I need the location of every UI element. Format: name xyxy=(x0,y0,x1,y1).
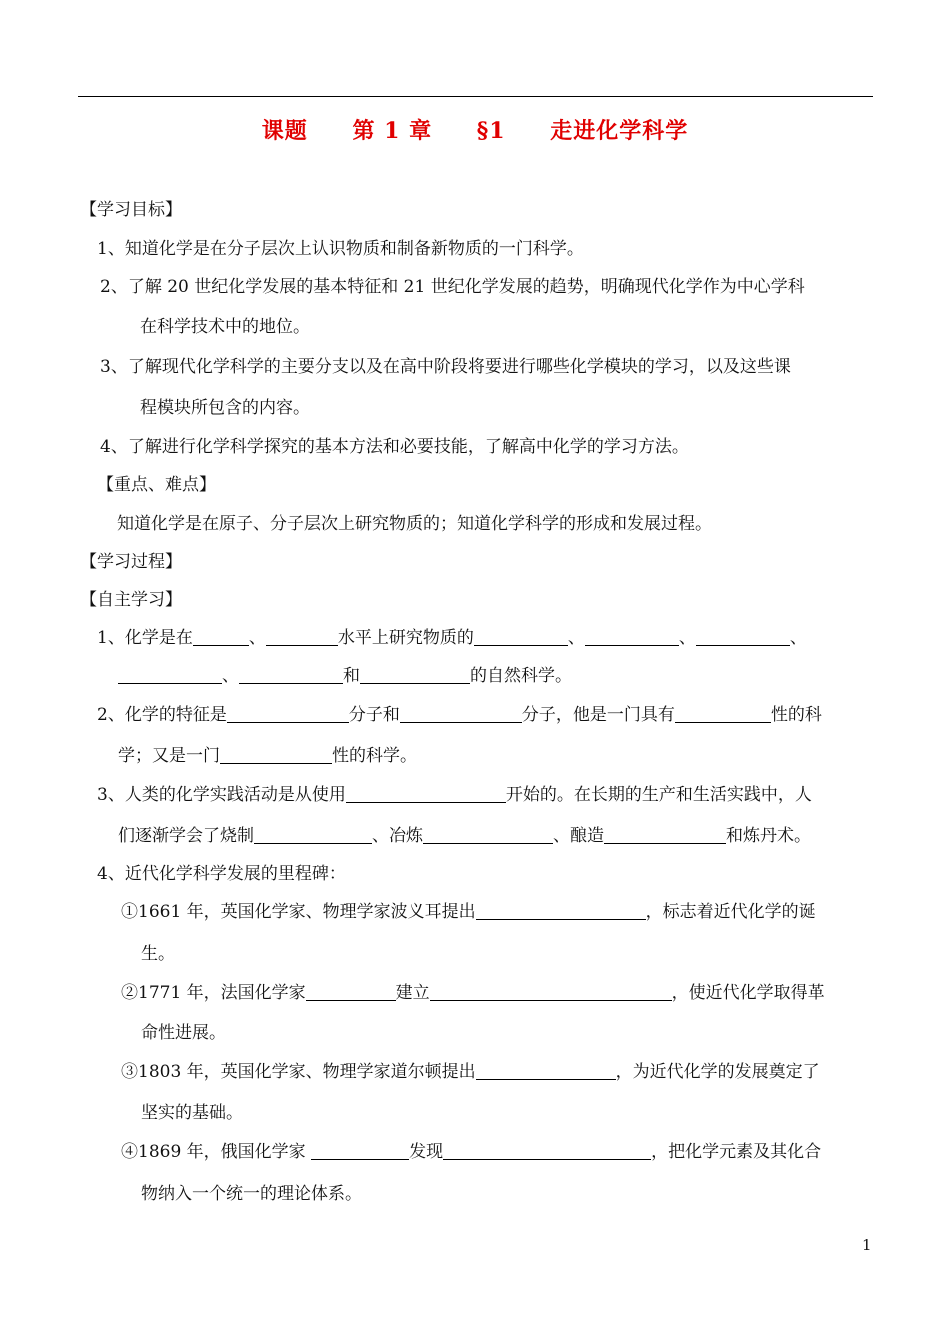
objective-item-cont: 程模块所包含的内容。 xyxy=(140,398,310,418)
answer-blank[interactable] xyxy=(585,627,679,646)
answer-blank[interactable] xyxy=(476,1061,616,1080)
question-2-line-2: 学；又是一门 性的科学。 xyxy=(118,746,417,766)
header-rule xyxy=(78,96,873,97)
answer-blank[interactable] xyxy=(227,704,349,723)
milestone-1-line-2: 生。 xyxy=(141,944,175,964)
milestone-4-line-2: 物纳入一个统一的理论体系。 xyxy=(141,1184,362,1204)
milestone-2-line-1: ②1771 年，法国化学家 建立 ，使近代化学取得革 xyxy=(121,983,825,1003)
answer-blank[interactable] xyxy=(696,627,790,646)
answer-blank[interactable] xyxy=(675,704,771,723)
milestone-3-line-1: ③1803 年，英国化学家、物理学家道尔顿提出 ，为近代化学的发展奠定了 xyxy=(121,1062,820,1082)
keypoints-heading: 【重点、难点】 xyxy=(97,475,216,495)
answer-blank[interactable] xyxy=(423,825,553,844)
answer-blank[interactable] xyxy=(474,627,568,646)
objective-item: 4、了解进行化学科学探究的基本方法和必要技能，了解高中化学的学习方法。 xyxy=(100,437,689,457)
question-3-line-2: 们逐渐学会了烧制 、冶炼 、酿造 和炼丹术。 xyxy=(118,826,811,846)
milestone-3-line-2: 坚实的基础。 xyxy=(141,1103,243,1123)
question-1-line-1: 1、化学是在 、 水平上研究物质的 、 、 、 xyxy=(97,628,807,648)
answer-blank[interactable] xyxy=(443,1141,651,1160)
keypoints-text: 知道化学是在原子、分子层次上研究物质的；知道化学科学的形成和发展过程。 xyxy=(117,514,712,534)
objectives-heading: 【学习目标】 xyxy=(80,200,182,220)
page-number: 1 xyxy=(862,1236,872,1254)
title-part-chapter: 第 1 章 xyxy=(352,118,433,144)
question-2-line-1: 2、化学的特征是 分子和 分子，他是一门具有 性的科 xyxy=(97,705,822,725)
question-4-heading: 4、近代化学科学发展的里程碑： xyxy=(97,864,346,884)
title-part-section: §1 xyxy=(476,118,506,144)
answer-blank[interactable] xyxy=(254,825,372,844)
answer-blank[interactable] xyxy=(118,665,222,684)
objective-item: 3、了解现代化学科学的主要分支以及在高中阶段将要进行哪些化学模块的学习，以及这些课 xyxy=(100,357,791,377)
answer-blank[interactable] xyxy=(220,745,332,764)
answer-blank[interactable] xyxy=(400,704,522,723)
milestone-2-line-2: 命性进展。 xyxy=(141,1023,226,1043)
milestone-1-line-1: ①1661 年，英国化学家、物理学家波义耳提出 ，标志着近代化学的诞 xyxy=(121,902,816,922)
answer-blank[interactable] xyxy=(346,784,506,803)
answer-blank[interactable] xyxy=(306,982,396,1001)
answer-blank[interactable] xyxy=(239,665,343,684)
question-1-line-2: 、 和 的自然科学。 xyxy=(118,664,572,688)
answer-blank[interactable] xyxy=(604,825,726,844)
objective-item-cont: 在科学技术中的地位。 xyxy=(140,317,310,337)
process-heading: 【学习过程】 xyxy=(80,552,182,572)
title-part-name: 走进化学科学 xyxy=(550,118,689,144)
objective-item: 2、了解 20 世纪化学发展的基本特征和 21 世纪化学发展的趋势，明确现代化学作为中心学科 xyxy=(100,277,805,297)
answer-blank[interactable] xyxy=(360,665,470,684)
objective-item: 1、知道化学是在分子层次上认识物质和制备新物质的一门科学。 xyxy=(97,239,584,259)
self-study-heading: 【自主学习】 xyxy=(80,590,182,610)
question-3-line-1: 3、人类的化学实践活动是从使用 开始的。在长期的生产和生活实践中，人 xyxy=(97,785,812,805)
answer-blank[interactable] xyxy=(266,627,338,646)
answer-blank[interactable] xyxy=(476,901,646,920)
milestone-4-line-1: ④1869 年，俄国化学家 发现 ，把化学元素及其化合 xyxy=(121,1142,822,1162)
title-part-topic: 课题 xyxy=(261,118,308,144)
answer-blank[interactable] xyxy=(430,982,672,1001)
answer-blank[interactable] xyxy=(193,627,249,646)
answer-blank[interactable] xyxy=(311,1141,409,1160)
page-title xyxy=(0,114,950,145)
